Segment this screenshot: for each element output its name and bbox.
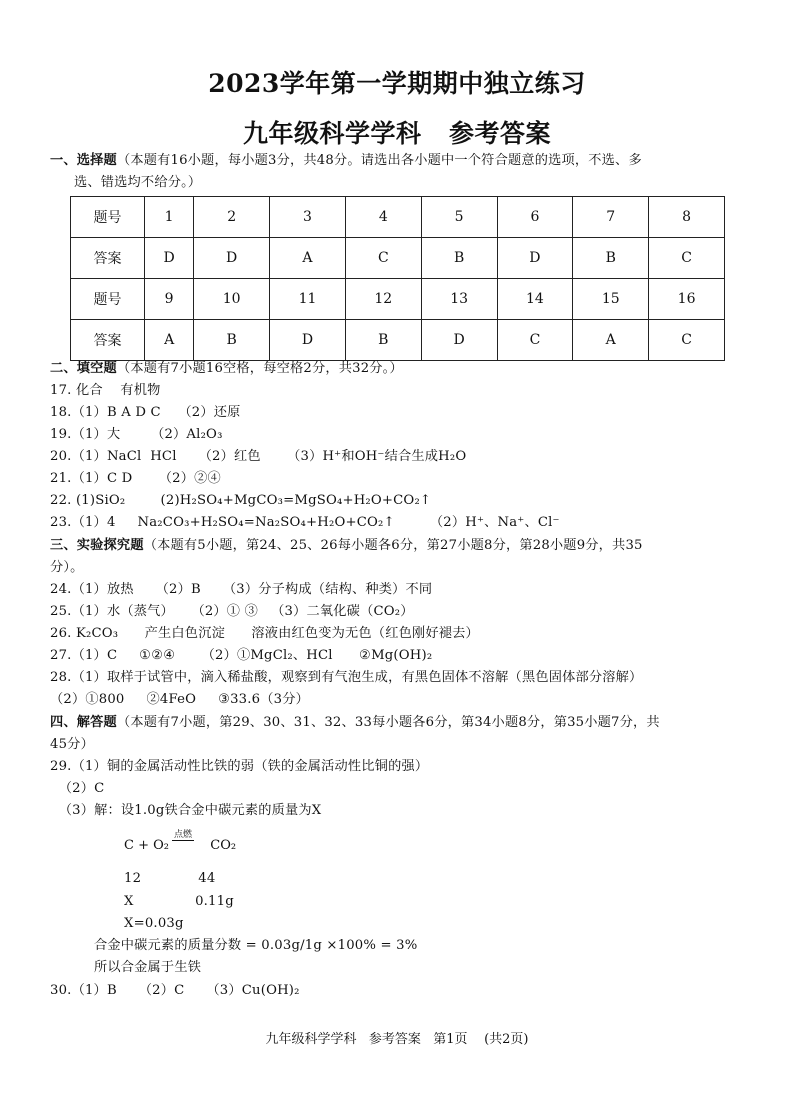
page-subtitle: 九年级科学学科 参考答案 xyxy=(242,119,552,148)
answer-line-18: 18.（1）B A D C （2）还原 xyxy=(50,405,241,420)
question-number: 11 xyxy=(270,279,346,320)
question-number: 7 xyxy=(573,197,649,238)
question-number: 9 xyxy=(145,279,194,320)
answer-line-21: 21.（1）C D （2）②④ xyxy=(50,471,221,486)
answer-line-17: 17. 化合 有机物 xyxy=(50,383,161,398)
answer-cell: C xyxy=(345,238,421,279)
table-row xyxy=(71,238,725,279)
answer-cell: B xyxy=(573,238,649,279)
answer-line-29-3: （3）解：设1.0g铁合金中碳元素的质量为X xyxy=(50,803,322,818)
table-row-label: 答案 xyxy=(71,238,145,279)
answer-cell: B xyxy=(421,238,497,279)
page-footer: 九年级科学学科 参考答案 第1页 (共2页) xyxy=(265,1032,529,1047)
section2-heading: 二、填空题 xyxy=(50,361,117,376)
answer-line-23: 23.（1）4 Na₂CO₃+H₂SO₄=Na₂SO₄+H₂O+CO₂↑ （2）H⁺、Na⁺、Cl⁻ xyxy=(50,515,560,530)
section3-desc: （本题有5小题，第24、25、26每小题各6分，第27小题8分，第28小题9分，共35 xyxy=(143,538,643,553)
answer-cell: A xyxy=(270,238,346,279)
calc-result: X=0.03g xyxy=(124,916,184,931)
answer-line-29-2: （2）C xyxy=(50,781,105,796)
answer-cell: D xyxy=(497,238,573,279)
section3-heading: 三、实验探究题 xyxy=(50,538,144,553)
answer-line-24: 24.（1）放热 （2）B （3）分子构成（结构、种类）不同 xyxy=(50,582,433,597)
question-number: 5 xyxy=(421,197,497,238)
answer-line-20: 20.（1）NaCl HCl （2）红色 （3）H⁺和OH⁻结合生成H₂O xyxy=(50,449,467,464)
question-number: 15 xyxy=(573,279,649,320)
section1-desc-cont: 选、错选均不给分。） xyxy=(74,175,202,190)
answer-table xyxy=(70,196,725,361)
section4-desc-cont: 45分） xyxy=(50,737,94,752)
calc-unknown: X 0.11g xyxy=(124,894,234,909)
answer-cell: C xyxy=(649,238,725,279)
question-number: 14 xyxy=(497,279,573,320)
calc-conclusion: 所以合金属于生铁 xyxy=(94,960,202,975)
section3-intro xyxy=(50,537,643,555)
table-row xyxy=(71,279,725,320)
answer-cell: D xyxy=(421,320,497,361)
calc-fraction: 合金中碳元素的质量分数 = 0.03g/1g ×100% = 3% xyxy=(94,938,418,953)
section3-desc-cont: 分）。 xyxy=(50,560,84,575)
answer-line-25: 25.（1）水（蒸气） （2）① ③ （3）二氧化碳（CO₂） xyxy=(50,604,414,619)
answer-cell: B xyxy=(194,320,270,361)
section4-intro xyxy=(50,714,660,732)
question-number: 8 xyxy=(649,197,725,238)
question-number: 4 xyxy=(345,197,421,238)
answer-cell: B xyxy=(345,320,421,361)
answer-line-28: 28.（1）取样于试管中，滴入稀盐酸，观察到有气泡生成，有黑色固体不溶解（黑色固体部分溶解） xyxy=(50,670,643,685)
section2-desc: （本题有7小题16空格，每空格2分，共32分。） xyxy=(116,361,403,376)
answer-cell: D xyxy=(270,320,346,361)
section1-heading: 一、选择题 xyxy=(50,153,117,168)
answer-line-19: 19.（1）大 （2）Al₂O₃ xyxy=(50,427,223,442)
section2-intro xyxy=(50,360,403,378)
table-row-label: 答案 xyxy=(71,320,145,361)
section4-heading: 四、解答题 xyxy=(50,715,117,730)
question-number: 16 xyxy=(649,279,725,320)
answer-line-22: 22. (1)SiO₂ (2)H₂SO₄+MgCO₃=MgSO₄+H₂O+CO₂↑ xyxy=(50,493,432,508)
table-row-label: 题号 xyxy=(71,279,145,320)
answer-line-27: 27.（1）C ①②④ （2）①MgCl₂、HCl ②Mg(OH)₂ xyxy=(50,648,433,663)
question-number: 2 xyxy=(194,197,270,238)
question-number: 1 xyxy=(145,197,194,238)
question-number: 3 xyxy=(270,197,346,238)
question-number: 13 xyxy=(421,279,497,320)
question-number: 10 xyxy=(194,279,270,320)
answer-line-29-1: 29.（1）铜的金属活动性比铁的弱（铁的金属活动性比铜的强） xyxy=(50,759,429,774)
answer-cell: D xyxy=(145,238,194,279)
answer-line-28-2: （2）①800 ②4FeO ③33.6（3分） xyxy=(50,692,310,707)
section1-intro xyxy=(50,152,642,170)
answer-line-26: 26. K₂CO₃ 产生白色沉淀 溶液由红色变为无色（红色刚好褪去） xyxy=(50,626,479,641)
page-title: 2023学年第一学期期中独立练习 xyxy=(208,69,586,98)
question-number: 12 xyxy=(345,279,421,320)
table-row xyxy=(71,197,725,238)
answer-cell: A xyxy=(145,320,194,361)
answer-line-30: 30.（1）B （2）C （3）Cu(OH)₂ xyxy=(50,983,300,998)
answer-cell: C xyxy=(649,320,725,361)
answer-cell: A xyxy=(573,320,649,361)
table-row xyxy=(71,320,725,361)
reaction-condition: 点燃 xyxy=(174,830,193,840)
answer-cell: C xyxy=(497,320,573,361)
chemical-equation: C + O₂ CO₂ xyxy=(124,838,237,853)
section4-desc: （本题有7小题，第29、30、31、32、33每小题各6分，第34小题8分，第35小题7分，共 xyxy=(116,715,660,730)
answer-cell: D xyxy=(194,238,270,279)
question-number: 6 xyxy=(497,197,573,238)
calc-ratio: 12 44 xyxy=(124,871,216,886)
section1-desc: （本题有16小题，每小题3分，共48分。请选出各小题中一个符合题意的选项，不选、多 xyxy=(116,153,642,168)
table-row-label: 题号 xyxy=(71,197,145,238)
